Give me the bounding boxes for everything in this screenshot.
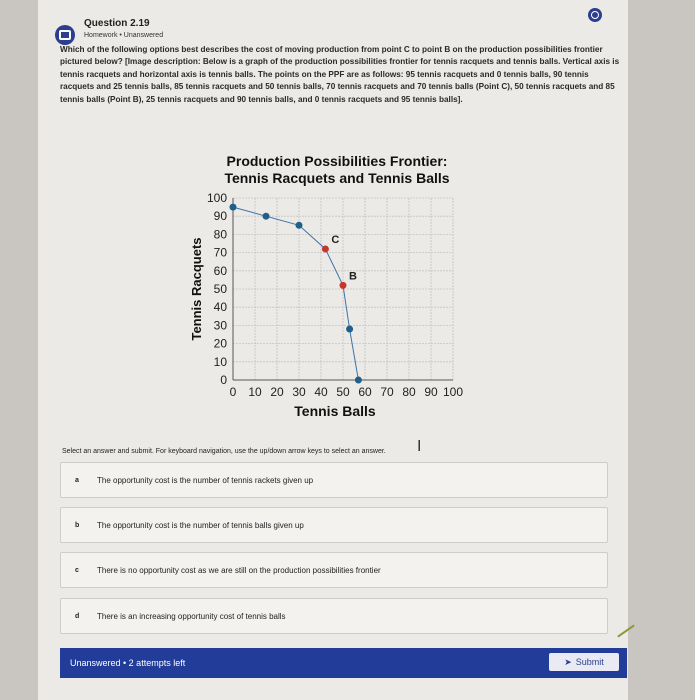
option-c[interactable] [60, 552, 608, 588]
x-tick-label: 30 [292, 385, 306, 399]
info-icon[interactable] [588, 8, 602, 22]
footer-bar [60, 648, 627, 678]
submit-button[interactable] [549, 653, 619, 671]
y-tick-label: 40 [213, 300, 227, 315]
x-tick-label: 20 [270, 385, 284, 399]
x-tick-label: 10 [248, 385, 262, 399]
y-tick-label: 60 [213, 263, 227, 278]
option-d[interactable] [60, 598, 608, 634]
data-point [322, 245, 329, 252]
y-tick-label: 0 [220, 373, 227, 387]
y-tick-label: 80 [213, 227, 227, 242]
x-tick-label: 90 [424, 385, 438, 399]
ppf-chart [185, 150, 485, 430]
y-tick-label: 10 [213, 354, 227, 369]
submit-label: Submit [575, 657, 604, 667]
question-type-icon [55, 25, 75, 45]
x-tick-label: 80 [402, 385, 416, 399]
x-axis-label: Tennis Balls [294, 403, 376, 419]
data-point [340, 282, 347, 289]
y-tick-label: 90 [213, 209, 227, 224]
data-point [230, 204, 237, 211]
option-letter: b [75, 522, 80, 529]
option-b[interactable] [60, 507, 608, 543]
y-tick-label: 30 [213, 318, 227, 333]
option-text: The opportunity cost is the number of tennis balls given up [97, 521, 304, 530]
send-icon: ➤ [564, 656, 572, 667]
option-letter: d [75, 613, 80, 620]
x-tick-label: 50 [336, 385, 350, 399]
y-tick-label: 70 [213, 245, 227, 260]
option-text: There is an increasing opportunity cost of tennis balls [97, 612, 286, 621]
question-text: Which of the following options best describes the cost of moving production from point C to point B on the production possibilities frontier pictured below? [Image description: Below is a graph of the production possibilities frontier for tennis racquets and tennis balls. Vertical axis is tennis racquets and horizontal axis is tennis balls. The points on the PPF are as follows: 95 tennis racquets and 0 tennis balls, 90 tennis racquets and 25 tennis balls, 85 tennis racquets and 50 tennis balls, 70 tennis racquets and 70 tennis balls (Point C), 50 tennis racquets and 85 tennis balls (Point B), 25 tennis racquets and 90 tennis balls, and 0 tennis racquets and 95 tennis balls]. [60, 45, 620, 104]
x-tick-label: 40 [314, 385, 328, 399]
data-point [346, 326, 353, 333]
option-letter: a [75, 477, 79, 484]
option-text: There is no opportunity cost as we are still on the production possibilities frontier [97, 566, 381, 575]
y-tick-label: 20 [213, 336, 227, 351]
point-label-c: C [331, 233, 340, 246]
question-title: Question 2.19 [84, 18, 150, 29]
point-label-b: B [349, 270, 357, 283]
question-status: Homework • Unanswered [84, 32, 164, 39]
option-text: The opportunity cost is the number of tennis rackets given up [97, 476, 314, 485]
data-point [263, 213, 270, 220]
y-tick-label: 100 [206, 191, 227, 205]
x-tick-label: 60 [358, 385, 372, 399]
y-axis-label: Tennis Racquets [189, 237, 204, 341]
data-point [296, 222, 303, 229]
option-a[interactable] [60, 462, 608, 498]
x-tick-label: 70 [380, 385, 394, 399]
chart-subtitle: Tennis Racquets and Tennis Balls [224, 170, 450, 186]
data-point [355, 377, 362, 384]
chart-title: Production Possibilities Frontier: [226, 153, 448, 169]
ppf-curve [233, 207, 358, 380]
instructions: Select an answer and submit. For keyboard navigation, use the up/down arrow keys to select an answer. [62, 448, 386, 455]
text-cursor-icon: I [417, 438, 422, 455]
option-letter: c [75, 567, 79, 574]
x-tick-label: 0 [229, 385, 237, 399]
y-tick-label: 50 [213, 282, 227, 296]
x-tick-label: 100 [442, 385, 464, 399]
attempt-status: Unanswered • 2 attempts left [70, 658, 186, 668]
